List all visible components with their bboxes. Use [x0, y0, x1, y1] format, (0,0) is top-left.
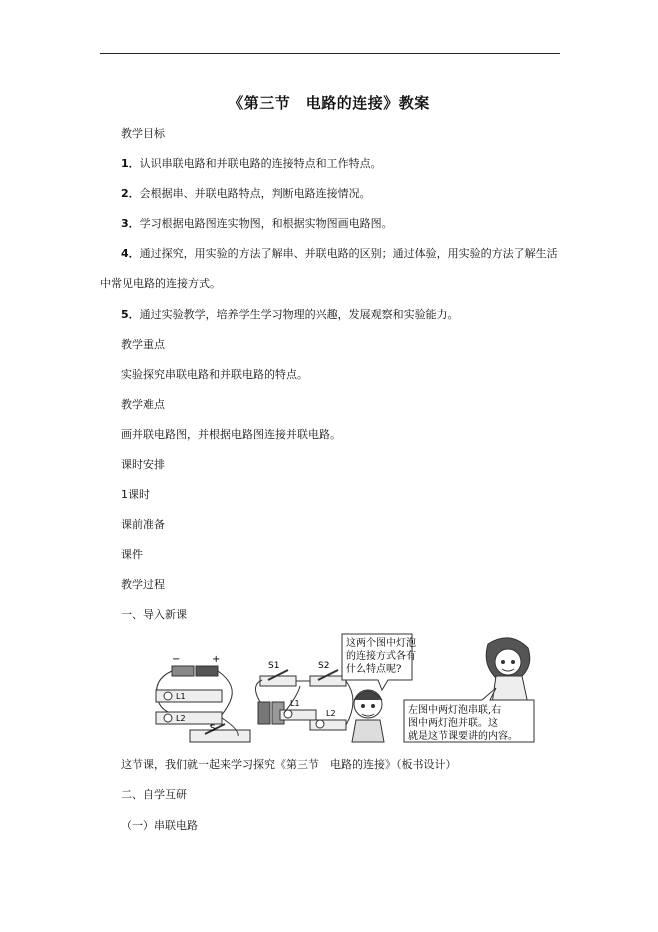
objective-1-num: 1． [121, 157, 140, 170]
header-rule [100, 53, 560, 54]
minus-sign: − [172, 654, 181, 665]
bubble1-line1: 这两个图中灯泡 [346, 638, 416, 649]
label-s: S [210, 724, 216, 734]
bulb-p2 [316, 720, 324, 728]
objective-4 [100, 239, 562, 299]
difficulties-heading: 教学难点 [121, 398, 165, 411]
objective-1-text: 认识串联电路和并联电路的连接特点和工作特点。 [139, 157, 382, 170]
objective-2 [121, 187, 371, 201]
objective-4-num: 4． [121, 247, 140, 260]
bubble2-line3: 就是这节课要讲的内容。 [408, 731, 518, 742]
objective-3-num: 3． [121, 217, 140, 230]
switch-base-s2 [310, 676, 346, 686]
battery-1 [172, 666, 194, 676]
label-p-l1: L1 [290, 699, 300, 708]
bubble2-line1: 左图中两灯泡串联,右 [408, 705, 502, 716]
objective-5-num: 5． [121, 308, 140, 321]
label-l1: L1 [176, 692, 186, 701]
part2-heading: 二、自学互研 [121, 788, 187, 801]
part1-heading: 一、导入新课 [121, 608, 187, 621]
objective-5 [121, 308, 459, 322]
boy-body [352, 720, 384, 742]
parallel-circuit [255, 670, 353, 730]
difficulties-text: 画并联电路图，并根据电路图连接并联电路。 [121, 428, 341, 441]
label-s1: S1 [268, 661, 280, 671]
bulb-l1 [164, 692, 172, 700]
switch-base-s1 [260, 676, 296, 686]
objective-3 [121, 217, 393, 231]
battery-2 [196, 666, 218, 676]
bubble1-line3: 什么特点呢? [346, 664, 402, 675]
preparation-text: 课件 [121, 548, 143, 561]
plus-sign: + [212, 654, 221, 665]
speech-bubble-1 [342, 634, 416, 690]
intro-text: 这节课，我们就一起来学习探究《第三节 电路的连接》（板书设计） [121, 758, 457, 771]
objective-2-num: 2． [121, 187, 140, 200]
key-points-text: 实验探究串联电路和并联电路的特点。 [121, 368, 308, 381]
key-points-heading: 教学重点 [121, 338, 165, 351]
bulb-holder-p2 [310, 720, 346, 730]
label-p-l2: L2 [326, 709, 336, 718]
boy-figure [352, 690, 384, 742]
schedule-heading: 课时安排 [121, 458, 165, 471]
sub1-heading: （一）串联电路 [121, 819, 198, 832]
objective-4-text: 通过探究，用实验的方法了解串、并联电路的区别；通过体验，用实验的方法了解生活中常见电路的连接方式。 [100, 247, 558, 290]
label-s2: S2 [318, 661, 330, 671]
process-heading: 教学过程 [121, 578, 165, 591]
switch-base-s [190, 730, 250, 742]
bulb-l2 [164, 714, 172, 722]
page-title: 《第三节 电路的连接》教案 [228, 94, 430, 112]
objectives-heading: 教学目标 [121, 127, 165, 140]
label-l2: L2 [176, 714, 186, 723]
objective-3-text: 学习根据电路图连实物图，和根据实物图画电路图。 [139, 217, 393, 230]
circuit-illustration [150, 630, 536, 748]
bubble1-line2: 的连接方式各有 [346, 651, 416, 662]
objective-1 [121, 157, 382, 171]
battery-p1 [258, 702, 270, 724]
objective-2-text: 会根据串、并联电路特点，判断电路连接情况。 [139, 187, 371, 200]
objective-5-text: 通过实验教学，培养学生学习物理的兴趣，发展观察和实验能力。 [139, 308, 459, 321]
preparation-heading: 课前准备 [121, 518, 165, 531]
series-circuit [156, 666, 250, 742]
bubble2-line2: 图中两灯泡并联。这 [408, 718, 498, 729]
schedule-text: 1课时 [121, 488, 150, 501]
